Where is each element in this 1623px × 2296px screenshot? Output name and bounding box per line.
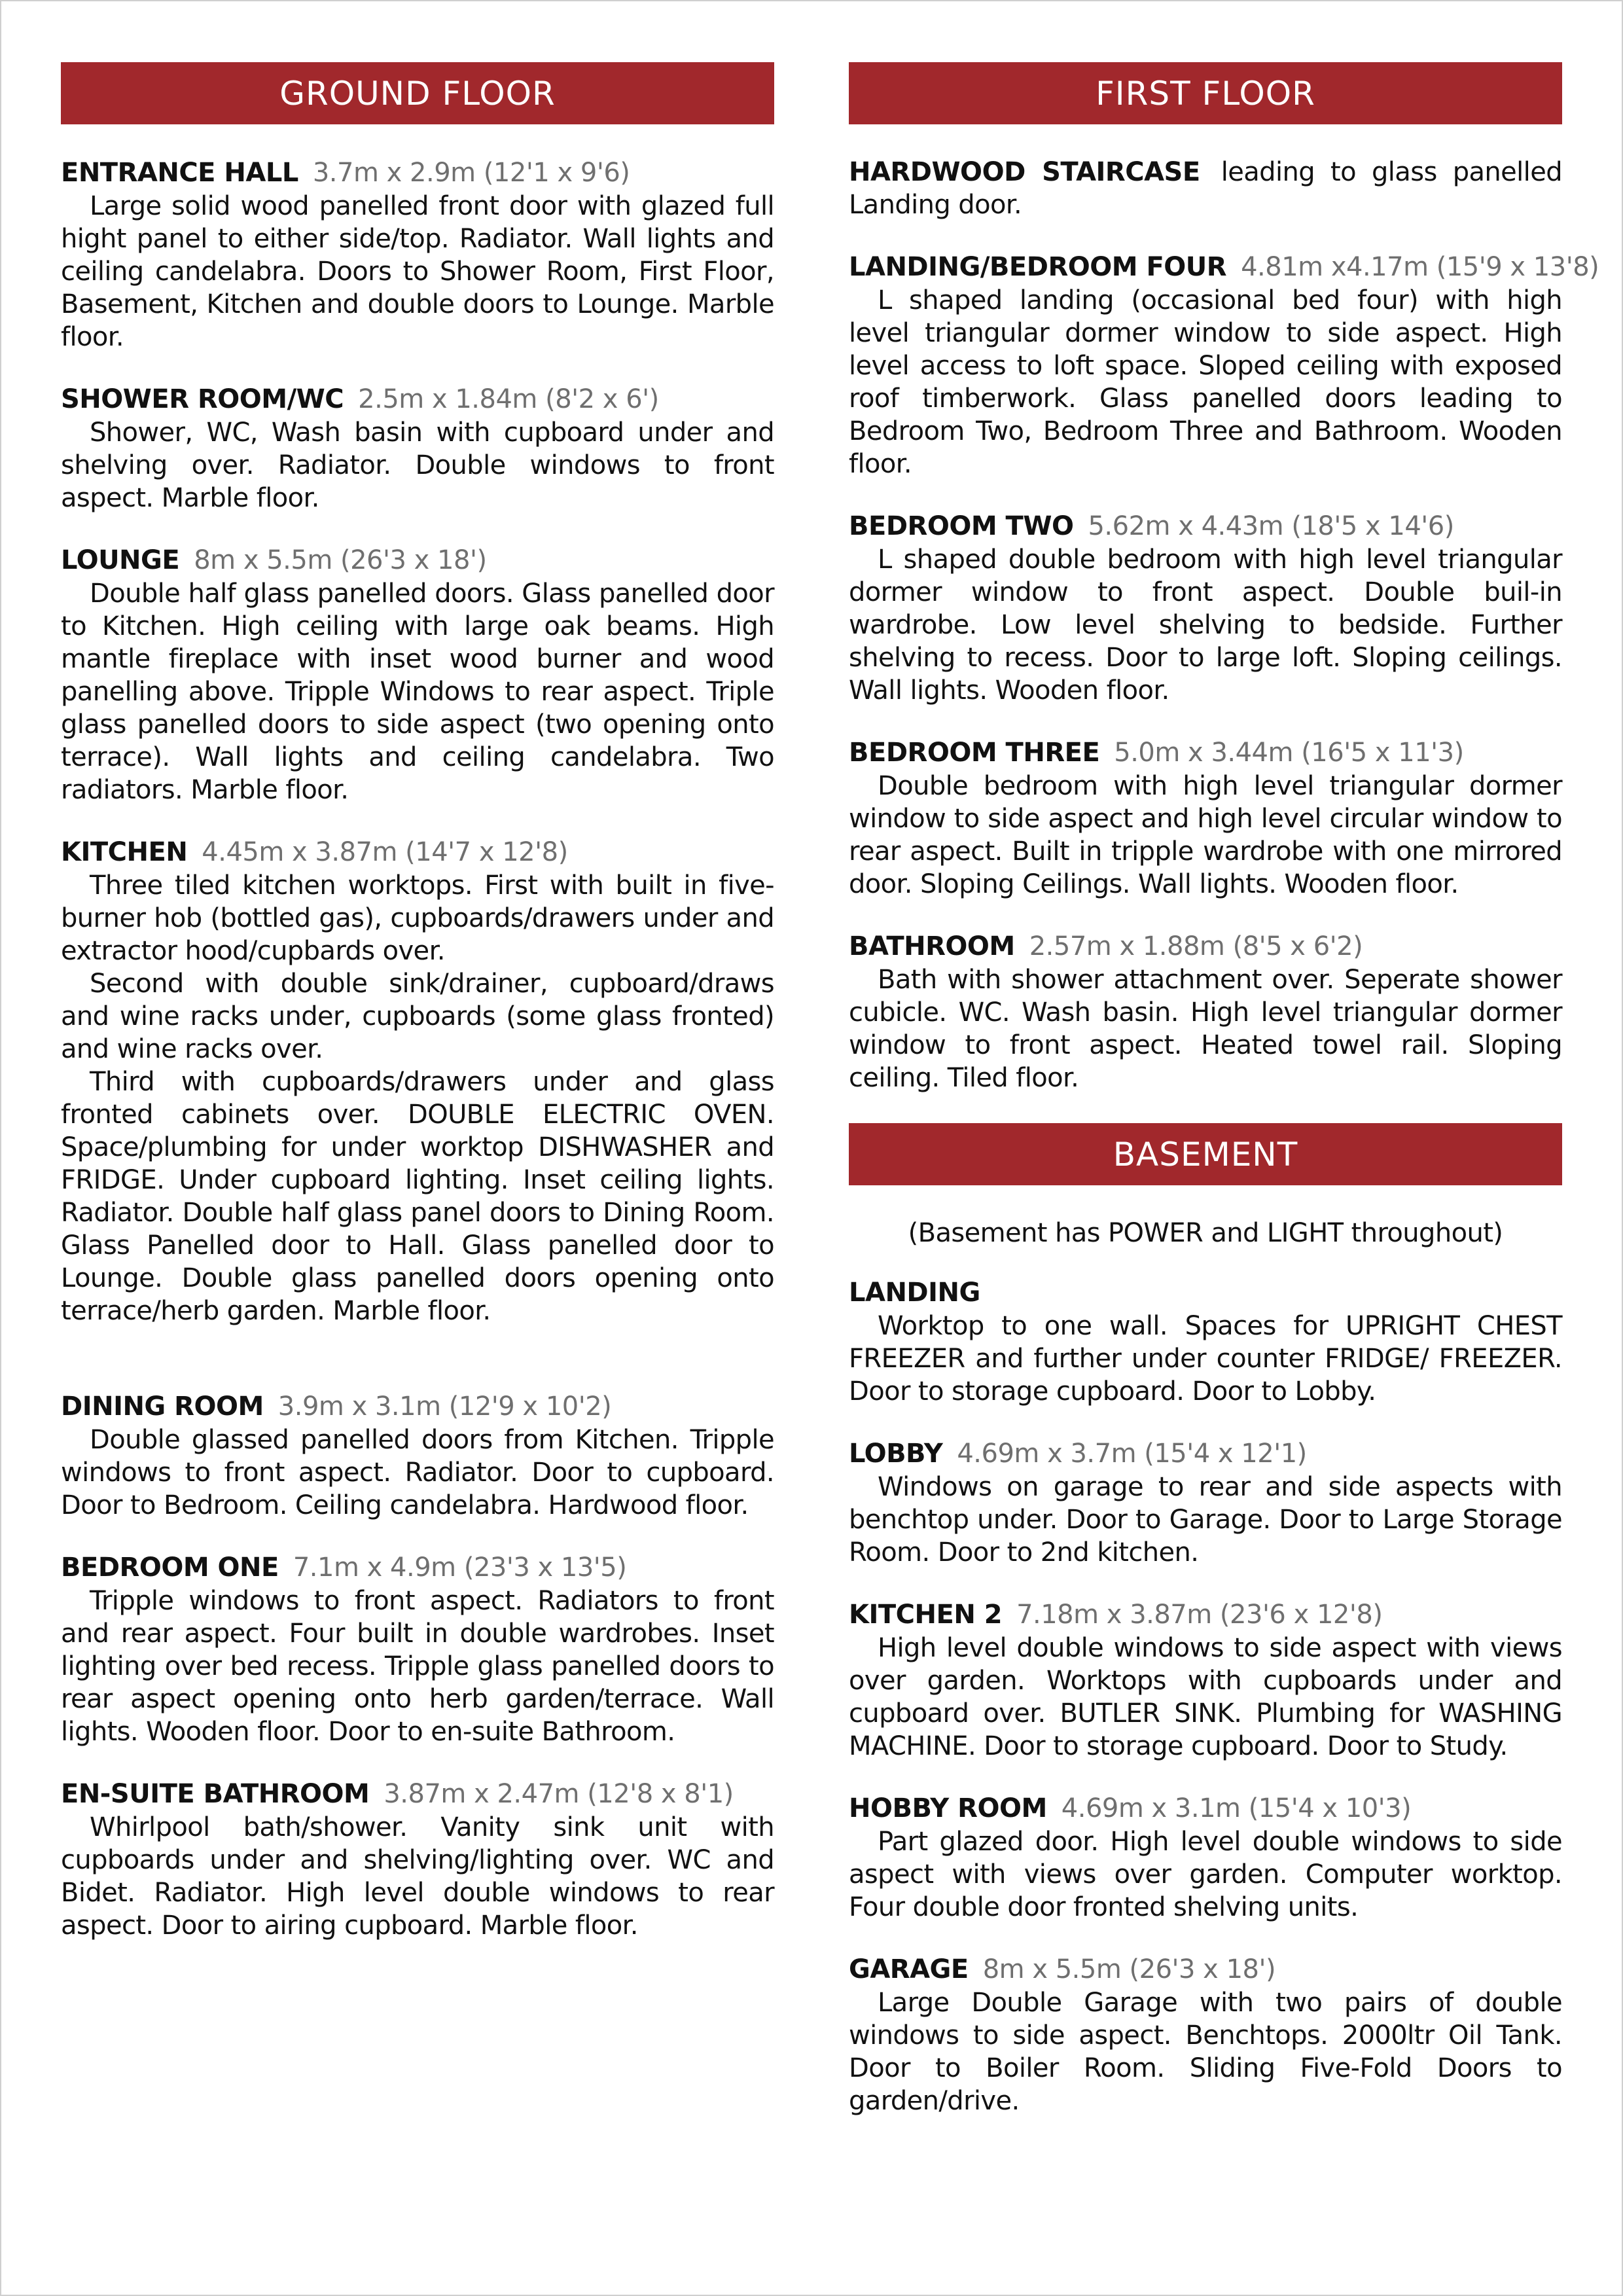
room-dimensions: 4.69m x 3.7m (15'4 x 12'1) [957, 1439, 1307, 1469]
room-name: BEDROOM ONE [61, 1552, 279, 1583]
room-kitchen-2 [849, 1598, 1562, 1763]
room-heading [61, 382, 774, 416]
room-description: Three tiled kitchen worktops. First with built in five- burner hob (bottled gas), cupboards/drawers under and extractor hood/cupbards over. [61, 870, 774, 966]
basement-banner: BASEMENT [849, 1123, 1562, 1185]
room-name: LANDING/BEDROOM FOUR [849, 252, 1227, 282]
room-shower-room [61, 382, 774, 514]
room-bathroom [849, 929, 1562, 1094]
room-heading [61, 156, 774, 190]
room-name: HARDWOOD STAIRCASE [849, 157, 1200, 187]
room-heading [849, 250, 1599, 284]
room-description: Shower, WC, Wash basin with cupboard under and shelving over. Radiator. Double windows to front aspect. Marble floor. [61, 418, 774, 513]
ground-floor-banner: GROUND FLOOR [61, 62, 774, 124]
room-description: Second with double sink/drainer, cupboard/draws and wine racks under, cupboards (some glass fronted) and wine racks over. [61, 969, 774, 1064]
room-dimensions: 8m x 5.5m (26'3 x 18') [982, 1954, 1276, 1984]
room-name: KITCHEN 2 [849, 1600, 1003, 1630]
room-dimensions: 4.81m x4.17m (15'9 x 13'8) [1241, 252, 1599, 282]
room-dimensions: 4.69m x 3.1m (15'4 x 10'3) [1061, 1793, 1412, 1823]
room-heading [849, 1598, 1562, 1632]
room-dimensions: 8m x 5.5m (26'3 x 18') [194, 545, 487, 575]
room-name: LANDING [849, 1278, 980, 1308]
room-name: BEDROOM TWO [849, 511, 1074, 541]
room-dining-room [61, 1390, 774, 1522]
room-name: ENTRANCE HALL [61, 158, 298, 188]
room-heading [849, 736, 1562, 770]
room-description: High level double windows to side aspect with views over garden. Worktops with cupboards under and cupboard over. BUTLER SINK. Plumbing for WASHING MACHINE. Door to storage cupboard. Door to Study. [849, 1633, 1562, 1761]
room-dimensions: 5.0m x 3.44m (16'5 x 11'3) [1114, 738, 1464, 768]
room-name: GARAGE [849, 1954, 969, 1984]
basement-note: (Basement has POWER and LIGHT throughout) [908, 1218, 1503, 1248]
room-description: Large solid wood panelled front door with glazed full hight panel to either side/top. Radiator. Wall lights and ceiling candelabra. Doors to Shower Room, First Floor, Basement, Kitchen and double doors to Lounge. Marble floor. [61, 191, 774, 352]
room-dimensions: 3.9m x 3.1m (12'9 x 10'2) [277, 1391, 612, 1422]
room-name: BEDROOM THREE [849, 738, 1100, 768]
room-name: LOBBY [849, 1439, 943, 1469]
room-heading [61, 1777, 774, 1811]
room-description: Third with cupboards/drawers under and glass fronted cabinets over. DOUBLE ELECTRIC OVEN. Space/plumbing for under worktop DISHWASHER and FRIDGE. Under cupboard lighting. Inset ceiling lights. Radiator. Double half glass panel doors to Dining Room. Glass Panelled door to Hall. Glass panelled door to Lounge. Double glass panelled doors opening onto terrace/herb garden. Marble floor. [61, 1067, 774, 1326]
room-description: Whirlpool bath/shower. Vanity sink unit with cupboards under and shelving/lighting over. WC and Bidet. Radiator. High level double windows to rear aspect. Door to airing cupboard. Marble floor. [61, 1812, 774, 1941]
room-description: Double glassed panelled doors from Kitchen. Tripple windows to front aspect. Radiator. Door to cupboard. Door to Bedroom. Ceiling candelabra. Hardwood floor. [61, 1425, 774, 1520]
room-name: BATHROOM [849, 931, 1015, 961]
room-basement-landing [849, 1276, 1562, 1408]
room-dimensions: 2.5m x 1.84m (8'2 x 6') [358, 384, 659, 414]
room-heading [61, 1551, 774, 1585]
room-bedroom-one [61, 1551, 774, 1748]
room-description: L shaped landing (occasional bed four) with high level triangular dormer window to side aspect. High level access to loft space. Sloped ceiling with exposed roof timberwork. Glass panelled doors leading to Bedroom Two, Bedroom Three and Bathroom. Wooden floor. [849, 285, 1562, 479]
room-lobby [849, 1437, 1562, 1569]
room-description: Double bedroom with high level triangular dormer window to side aspect and high level circular window to rear aspect. Built in tripple wardrobe with one mirrored door. Sloping Ceilings. Wall lights. Wooden floor. [849, 771, 1562, 899]
room-description: Large Double Garage with two pairs of double windows to side aspect. Benchtops. 2000ltr Oil Tank. Door to Boiler Room. Sliding Five-Fold Doors to garden/drive. [849, 1988, 1562, 2116]
room-landing-bedroom-four [849, 250, 1599, 480]
staircase-description [849, 156, 1562, 221]
room-dimensions: 4.45m x 3.87m (14'7 x 12'8) [202, 837, 568, 867]
room-description: Worktop to one wall. Spaces for UPRIGHT CHEST FREEZER and further under counter FRIDGE/ FREEZER. Door to storage cupboard. Door to Lobby. [849, 1311, 1562, 1407]
room-heading [849, 1437, 1562, 1471]
room-kitchen [61, 835, 774, 1327]
first-floor-banner: FIRST FLOOR [849, 62, 1562, 124]
room-name: SHOWER ROOM/WC [61, 384, 344, 414]
room-dimensions: 7.18m x 3.87m (23'6 x 12'8) [1016, 1600, 1383, 1630]
staircase-text: leading to glass panelled Landing door. [849, 157, 1562, 220]
room-name: HOBBY ROOM [849, 1793, 1047, 1823]
hardwood-staircase [849, 156, 1562, 221]
room-heading [61, 543, 774, 577]
room-description: Windows on garage to rear and side aspects with benchtop under. Door to Garage. Door to Large Storage Room. Door to 2nd kitchen. [849, 1472, 1562, 1568]
room-name: EN-SUITE BATHROOM [61, 1779, 370, 1809]
room-dimensions: 3.7m x 2.9m (12'1 x 9'6) [312, 158, 630, 188]
room-hobby-room [849, 1791, 1562, 1924]
room-description: Bath with shower attachment over. Seperate shower cubicle. WC. Wash basin. High level triangular dormer window to front aspect. Heated towel rail. Sloping ceiling. Tiled floor. [849, 965, 1562, 1093]
room-description: Part glazed door. High level double windows to side aspect with views over garden. Computer worktop. Four double door fronted shelving units. [849, 1827, 1562, 1922]
room-bedroom-three [849, 736, 1562, 901]
room-name: LOUNGE [61, 545, 180, 575]
room-dimensions: 5.62m x 4.43m (18'5 x 14'6) [1088, 511, 1454, 541]
room-bedroom-two [849, 509, 1562, 707]
room-heading [61, 835, 774, 869]
room-heading [849, 509, 1562, 543]
room-dimensions: 3.87m x 2.47m (12'8 x 8'1) [383, 1779, 734, 1809]
room-description: L shaped double bedroom with high level triangular dormer window to front aspect. Double buil-in wardrobe. Low level shelving to bedside. Further shelving to recess. Door to large loft. Sloping ceilings. Wall lights. Wooden floor. [849, 545, 1562, 706]
room-description: Tripple windows to front aspect. Radiators to front and rear aspect. Four built in double wardrobes. Inset lighting over bed recess. Tripple glass panelled doors to rear aspect opening onto herb garden/terrace. Wall lights. Wooden floor. Door to en-suite Bathroom. [61, 1586, 774, 1747]
room-description: Double half glass panelled doors. Glass panelled door to Kitchen. High ceiling with large oak beams. High mantle fireplace with inset wood burner and wood panelling above. Tripple Windows to rear aspect. Triple glass panelled doors to side aspect (two opening onto terrace). Wall lights and ceiling candelabra. Two radiators. Marble floor. [61, 579, 774, 805]
room-heading [849, 1952, 1562, 1986]
room-dimensions: 2.57m x 1.88m (8'5 x 6'2) [1029, 931, 1363, 961]
room-name: DINING ROOM [61, 1391, 264, 1422]
room-dimensions: 7.1m x 4.9m (23'3 x 13'5) [293, 1552, 627, 1583]
room-heading [849, 1791, 1562, 1825]
upper-floors-column [849, 62, 1599, 2146]
room-entrance-hall [61, 156, 774, 353]
room-name: KITCHEN [61, 837, 188, 867]
ground-floor-column [61, 62, 774, 1971]
room-garage [849, 1952, 1562, 2117]
room-lounge [61, 543, 774, 806]
room-en-suite-bathroom [61, 1777, 774, 1942]
room-heading [849, 929, 1562, 963]
room-heading [61, 1390, 774, 1424]
room-heading [849, 1276, 1562, 1310]
